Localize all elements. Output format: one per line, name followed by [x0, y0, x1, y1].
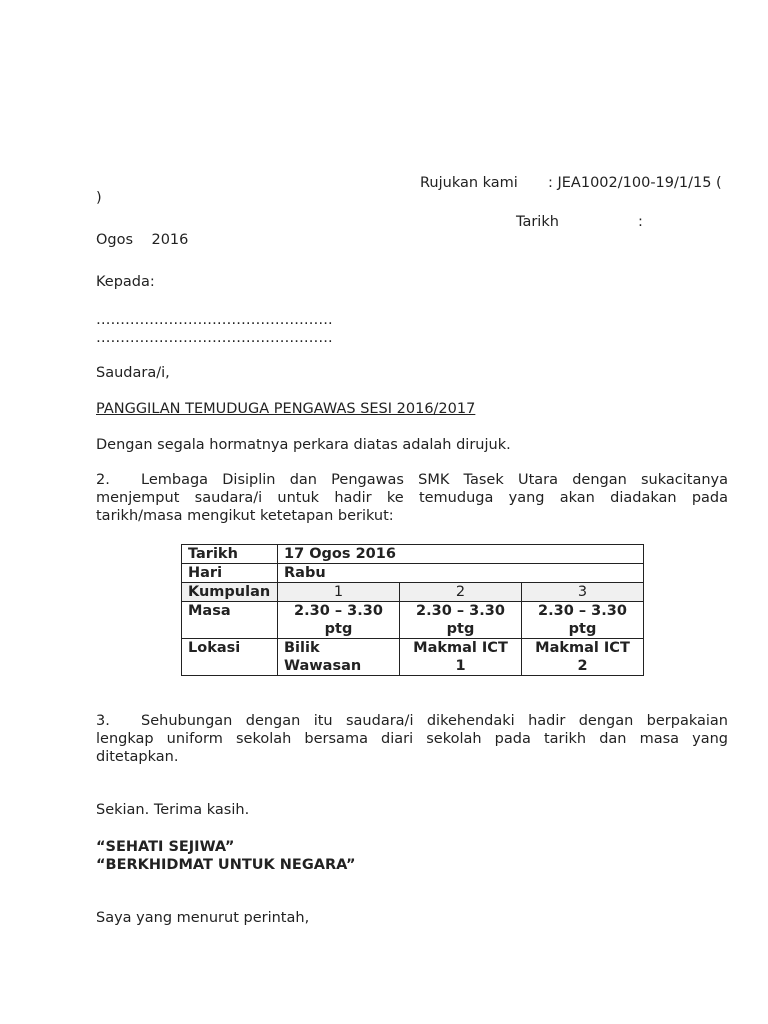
location-group-2: Makmal ICT 1 [400, 639, 522, 676]
closing-text: Sekian. Terima kasih. [96, 802, 250, 818]
group-2: 2 [400, 583, 522, 602]
letter-subject: PANGGILAN TEMUDUGA PENGAWAS SESI 2016/2017 [96, 401, 476, 417]
paragraph-3-number: 3. [96, 713, 110, 729]
intro-paragraph: Dengan segala hormatnya perkara diatas adalah dirujuk. [96, 437, 511, 453]
table-row-time [182, 602, 644, 639]
day-row-label: Hari [182, 564, 278, 583]
time-group-1: 2.30 – 3.30 ptg [278, 602, 400, 639]
recipient-label: Kepada: [96, 274, 155, 290]
paragraph-3-line-2: lengkap uniform sekolah bersama diari sekolah pada tarikh dan masa yang [96, 731, 728, 747]
time-group-3: 2.30 – 3.30 ptg [522, 602, 644, 639]
paragraph-2-line-2: menjemput saudara/i untuk hadir ke temuduga yang akan diadakan pada [96, 490, 728, 506]
paragraph-3-line-3: ditetapkan. [96, 749, 179, 765]
time-row-label: Masa [182, 602, 278, 639]
paragraph-2 [96, 471, 728, 525]
date-colon: : [638, 214, 643, 230]
table-row-location [182, 639, 644, 676]
paragraph-3 [96, 712, 728, 766]
motto-2: “BERKHIDMAT UNTUK NEGARA” [96, 857, 356, 873]
date-row-value: 17 Ogos 2016 [278, 545, 644, 564]
reference-number: : JEA1002/100-19/1/15 ( [548, 175, 722, 191]
location-group-3: Makmal ICT 2 [522, 639, 644, 676]
paragraph-2-line-1: 2. Lembaga Disiplin dan Pengawas SMK Tasek Utara dengan sukacitanya [96, 472, 728, 488]
date-value: Ogos 2016 [96, 232, 189, 248]
group-row-label: Kumpulan [182, 583, 278, 602]
salutation: Saudara/i, [96, 365, 170, 381]
day-row-value: Rabu [278, 564, 644, 583]
recipient-line-1: …………………………………………. [96, 312, 333, 328]
paragraph-2-line-3: tarikh/masa mengikut ketetapan berikut: [96, 508, 394, 524]
motto-1: “SEHATI SEJIWA” [96, 839, 235, 855]
paragraph-2-number: 2. [96, 472, 110, 488]
paragraph-3-line-1: 3. Sehubungan dengan itu saudara/i dikehendaki hadir dengan berpakaian [96, 713, 728, 729]
table-row-group [182, 583, 644, 602]
location-group-1: Bilik Wawasan [278, 639, 400, 676]
table-row-date [182, 545, 644, 564]
location-row-label: Lokasi [182, 639, 278, 676]
group-3: 3 [522, 583, 644, 602]
table-row-day [182, 564, 644, 583]
schedule-table [181, 544, 644, 676]
date-label: Tarikh [516, 214, 559, 230]
reference-label: Rujukan kami [420, 175, 518, 191]
recipient-line-2: …………………………………………. [96, 330, 333, 346]
sign-off: Saya yang menurut perintah, [96, 910, 310, 926]
group-1: 1 [278, 583, 400, 602]
reference-close-paren: ) [96, 190, 102, 206]
time-group-2: 2.30 – 3.30 ptg [400, 602, 522, 639]
date-row-label: Tarikh [182, 545, 278, 564]
